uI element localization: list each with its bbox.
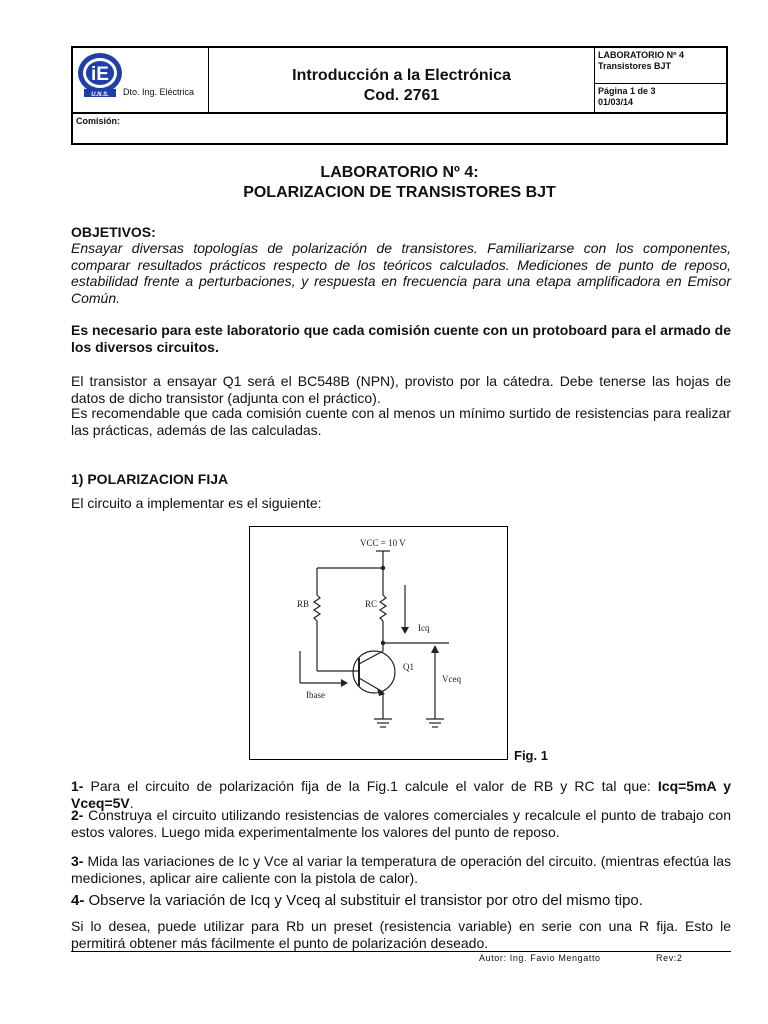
course-title: Introducción a la Electrónica [292, 67, 511, 84]
logo-letters: iE [91, 64, 109, 85]
lab-title-line2: POLARIZACION DE TRANSISTORES BJT [243, 184, 556, 201]
section1-lead: El circuito a implementar es el siguiente: [71, 495, 322, 511]
logo-sub: U.N.S. [91, 92, 109, 98]
rc-label: RC [365, 599, 378, 609]
step-4-text: Observe la variación de Icq y Vceq al substituir el transistor por otro del mismo tipo. [84, 892, 643, 909]
footer-author: Autor: Ing. Favio Mengatto [479, 953, 601, 963]
section1-heading: 1) POLARIZACION FIJA [71, 471, 229, 487]
rc-resistor [380, 595, 386, 621]
page-label: Página 1 de 3 [598, 86, 656, 96]
date-label: 01/03/14 [598, 97, 634, 107]
lab-topic: Transistores BJT [598, 61, 672, 71]
protoboard-notice: Es necesario para este laboratorio que cada comisión cuente con un protoboard para el armado de los diversos circuitos. [71, 322, 731, 355]
step-2-number: 2- [71, 807, 84, 823]
course-code: Cod. 2761 [363, 87, 440, 104]
lab-label: LABORATORIO Nº 4 [598, 50, 684, 60]
fixed-bias-circuit-diagram [250, 527, 507, 759]
vcc-label: VCC = 10 V [360, 538, 406, 548]
step-1-number: 1- [71, 778, 84, 794]
icq-label: Icq [418, 623, 430, 633]
step-4-note: Si lo desea, puede utilizar para Rb un preset (resistencia variable) en serie con una R fija. Esto le permitirá obtener más fácilmente el punto de polarización deseado. [71, 918, 731, 951]
objetivos-heading: OBJETIVOS: [71, 224, 156, 240]
footer-revision: Rev:2 [656, 953, 683, 963]
course-title-cell [209, 48, 595, 112]
page-info [595, 84, 728, 112]
step-1-target: Icq=5mA y Vceq=5V [71, 778, 731, 811]
logo-cell [73, 48, 209, 112]
footer-divider [71, 951, 731, 952]
step-2 [71, 807, 731, 840]
step-1-end: . [129, 794, 134, 811]
objetivos-text: Ensayar diversas topologías de polarización de transistores. Familiarizarse con los componentes, comparar resultados prácticos respecto de los teóricos calculados. Mediciones de punto de reposo, estabilidad frente a perturbaciones, y respuesta en frecuencia para una etapa amplificadora en Emisor Común. [71, 240, 731, 306]
step-4 [71, 893, 731, 910]
intro-paragraph-2: Es recomendable que cada comisión cuente con al menos un mínimo surtido de resistencias para realizar las prácticas, además de las calculadas. [71, 405, 731, 438]
step-2-text: Construya el circuito utilizando resistencias de valores comerciales y recalcule el punto de trabajo con estos valores. Luego mida experimentalmente los valores del punto de reposo. [71, 807, 731, 840]
step-3-number: 3- [71, 853, 84, 869]
rb-label: RB [297, 599, 310, 609]
vceq-label: Vceq [442, 674, 461, 684]
comision-label: Comisión: [76, 116, 120, 126]
comision-field [73, 112, 726, 143]
q1-label: Q1 [403, 662, 414, 672]
step-1-text: Para el circuito de polarización fija de la Fig.1 calcule el valor de RB y RC tal que: [83, 778, 658, 794]
step-4-number: 4- [71, 892, 85, 909]
ibase-label: Ibase [306, 690, 325, 700]
info-cell [595, 48, 728, 112]
intro-paragraph-1: El transistor a ensayar Q1 será el BC548B (NPN), provisto por la cátedra. Debe tenerse las hojas de datos de dicho transistor (adjunta con el práctico). [71, 373, 731, 406]
step-3 [71, 853, 731, 886]
step-3-text: Mida las variaciones de Ic y Vce al variar la temperatura de operación del circuito. (mientras efectúa las mediciones, aplicar aire caliente con la pistola de calor). [71, 853, 731, 886]
circuit-figure [249, 526, 508, 760]
header-table [71, 46, 728, 145]
university-logo [76, 51, 126, 99]
rb-resistor [314, 595, 320, 621]
figure-caption: Fig. 1 [514, 748, 548, 763]
lab-title-line1: LABORATORIO Nº 4: [320, 164, 479, 181]
department-label: Dto. Ing. Eléctrica [123, 87, 195, 97]
lab-info [595, 48, 728, 84]
